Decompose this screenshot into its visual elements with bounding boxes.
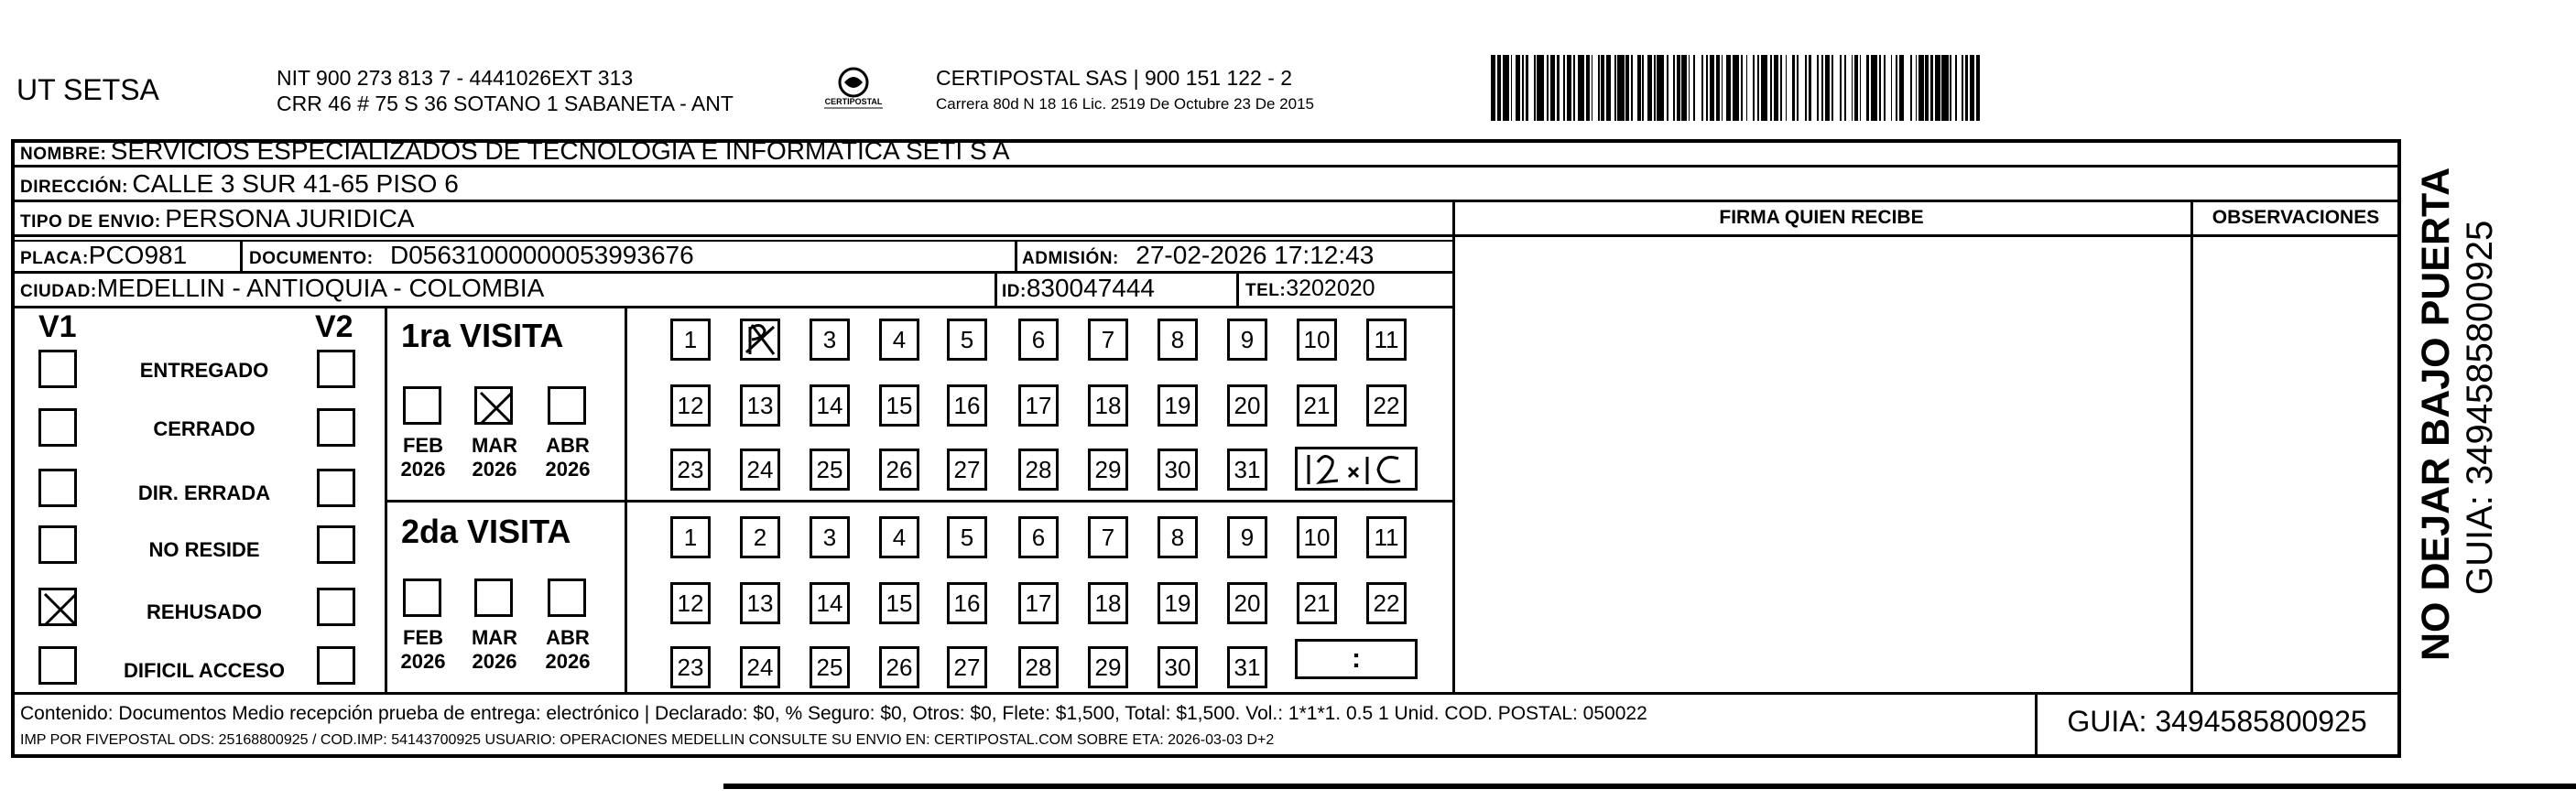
second-visit-day-26[interactable]: 26 (879, 646, 919, 688)
tipo-envio-label: TIPO DE ENVIO: (20, 212, 161, 232)
second-visit-day-6[interactable]: 6 (1018, 516, 1059, 558)
first-visit-day-22[interactable]: 22 (1366, 384, 1407, 427)
nombre-label: NOMBRE: (20, 145, 107, 164)
second-visit-day-7[interactable]: 7 (1088, 516, 1128, 558)
second-visit-day-31[interactable]: 31 (1227, 646, 1267, 688)
certipostal-logo (817, 64, 890, 115)
first-visit-day-3[interactable]: 3 (810, 319, 850, 361)
observaciones-label: OBSERVACIONES (2212, 207, 2380, 228)
second-visit-day-15[interactable]: 15 (879, 582, 919, 624)
address-line: CRR 46 # 75 S 36 SOTANO 1 SABANETA - ANT (277, 92, 734, 115)
second-visit-time-box[interactable] (1295, 639, 1418, 679)
first-visit-day-31[interactable]: 31 (1227, 449, 1267, 491)
nombre-value: SERVICIOS ESPECIALIZADOS DE TECNOLOGIA E INFORMATICA SETI S A (110, 136, 1010, 165)
second-visit-day-17[interactable]: 17 (1018, 582, 1059, 624)
barcode (1491, 55, 2220, 121)
first-visit-day-7[interactable]: 7 (1088, 319, 1128, 361)
month-name: MAR (471, 626, 518, 649)
placa-value: PCO981 (88, 241, 188, 269)
second-visit-month-checkbox[interactable] (403, 578, 441, 617)
second-visit-day-27[interactable]: 27 (947, 646, 987, 688)
first-visit-day-30[interactable]: 30 (1158, 449, 1198, 491)
first-visit-day-20[interactable]: 20 (1227, 384, 1267, 427)
second-visit-day-3[interactable]: 3 (810, 516, 850, 558)
first-visit-month-checkbox[interactable] (474, 386, 513, 425)
second-visit-day-2[interactable]: 2 (740, 516, 780, 558)
footer-line1: Contenido: Documentos Medio recepción prueba de entrega: electrónico | Declarado: $0, % Seguro: $0, Otros: $0, Flete: $1,500, Total: $1,500. Vol.: 1*1*1. 0.5 1 Unid. COD. POSTAL: 050022 (20, 703, 1647, 724)
id-value: 830047444 (1026, 274, 1155, 302)
first-visit-day-13[interactable]: 13 (740, 384, 780, 427)
first-visit-day-24[interactable]: 24 (740, 449, 780, 491)
first-visit-day-18[interactable]: 18 (1088, 384, 1128, 427)
second-visit-title: 2da VISITA (401, 513, 571, 550)
first-visit-title: 1ra VISITA (401, 317, 564, 354)
second-visit-day-25[interactable]: 25 (810, 646, 850, 688)
first-visit-day-14[interactable]: 14 (810, 384, 850, 427)
id-label: ID: (1002, 282, 1027, 301)
status-label: DIR. ERRADA (137, 481, 271, 504)
first-visit-day-28[interactable]: 28 (1018, 449, 1059, 491)
status-label: DIFICIL ACCESO (123, 659, 285, 682)
first-visit-month-checkbox[interactable] (548, 386, 586, 425)
first-visit-month-label (396, 434, 451, 481)
v2-checkbox[interactable] (317, 525, 355, 564)
certipostal-line1: CERTIPOSTAL SAS | 900 151 122 - 2 (936, 66, 1293, 90)
first-visit-day-2[interactable] (740, 319, 780, 361)
v2-checkbox[interactable] (317, 646, 355, 685)
v2-checkbox[interactable] (317, 408, 355, 447)
month-year: 2026 (472, 458, 517, 481)
logo-text: CERTIPOSTAL (824, 97, 883, 106)
second-visit-day-16[interactable]: 16 (947, 582, 987, 624)
admision-label: ADMISIÓN: (1022, 249, 1119, 268)
no-dejar-bajo-puerta: NO DEJAR BAJO PUERTA (2414, 167, 2458, 661)
tel-value: 3202020 (1286, 276, 1375, 301)
bottom-strip (723, 784, 2576, 789)
ciudad-value: MEDELLIN - ANTIOQUIA - COLOMBIA (96, 274, 545, 302)
documento-value: D05631000000053993676 (390, 241, 694, 269)
first-visit-day-29[interactable]: 29 (1088, 449, 1128, 491)
second-visit-day-12[interactable]: 12 (670, 582, 711, 624)
second-visit-day-4[interactable]: 4 (879, 516, 919, 558)
ciudad-label: CIUDAD: (20, 282, 97, 301)
month-name: ABR (546, 434, 590, 457)
first-visit-day-4[interactable]: 4 (879, 319, 919, 361)
month-name: ABR (546, 626, 590, 649)
first-visit-day-10[interactable]: 10 (1297, 319, 1337, 361)
first-visit-day-17[interactable]: 17 (1018, 384, 1059, 427)
v2-checkbox[interactable] (317, 350, 355, 388)
month-year: 2026 (400, 458, 446, 481)
company-name: UT SETSA (16, 73, 159, 106)
first-visit-day-23[interactable]: 23 (670, 449, 711, 491)
status-label: REHUSADO (147, 600, 262, 623)
v1-checkbox[interactable] (38, 588, 77, 626)
footer-guia: GUIA: 3494585800925 (2067, 705, 2367, 738)
second-visit-month-label (540, 626, 595, 674)
month-name: FEB (403, 626, 443, 649)
status-label: ENTREGADO (139, 359, 269, 382)
v2-checkbox[interactable] (317, 469, 355, 507)
v1-checkbox[interactable] (38, 469, 77, 507)
second-visit-day-13[interactable]: 13 (740, 582, 780, 624)
second-visit-day-1[interactable]: 1 (670, 516, 711, 558)
handwritten-time (1298, 449, 1417, 490)
second-visit-month-label (467, 626, 522, 674)
first-visit-day-1[interactable]: 1 (670, 319, 711, 361)
second-visit-day-11[interactable]: 11 (1366, 516, 1407, 558)
first-visit-day-5[interactable]: 5 (947, 319, 987, 361)
second-visit-day-9[interactable]: 9 (1227, 516, 1267, 558)
first-visit-day-11[interactable]: 11 (1366, 319, 1407, 361)
v1-label: V1 (38, 309, 77, 344)
v1-checkbox[interactable] (38, 408, 77, 447)
firma-label: FIRMA QUIEN RECIBE (1719, 207, 1924, 228)
second-visit-month-checkbox[interactable] (474, 578, 513, 617)
month-year: 2026 (472, 650, 517, 673)
first-visit-day-19[interactable]: 19 (1158, 384, 1198, 427)
first-visit-day-6[interactable]: 6 (1018, 319, 1059, 361)
second-visit-day-29[interactable]: 29 (1088, 646, 1128, 688)
first-visit-day-26[interactable]: 26 (879, 449, 919, 491)
month-name: FEB (403, 434, 443, 457)
status-label: NO RESIDE (148, 538, 260, 561)
first-visit-day-9[interactable]: 9 (1227, 319, 1267, 361)
month-year: 2026 (400, 650, 446, 673)
first-visit-day-21[interactable]: 21 (1297, 384, 1337, 427)
v1-checkbox[interactable] (38, 525, 77, 564)
month-year: 2026 (545, 458, 591, 481)
second-visit-day-19[interactable]: 19 (1158, 582, 1198, 624)
second-visit-day-28[interactable]: 28 (1018, 646, 1059, 688)
second-visit-day-22[interactable]: 22 (1366, 582, 1407, 624)
first-visit-day-8[interactable]: 8 (1158, 319, 1198, 361)
certipostal-line2: Carrera 80d N 18 16 Lic. 2519 De Octubre 23 De 2015 (936, 95, 1314, 113)
month-year: 2026 (545, 650, 591, 673)
second-visit-time: : (1352, 643, 1361, 674)
second-visit-month-label (396, 626, 451, 674)
v2-label: V2 (315, 309, 353, 344)
second-visit-day-20[interactable]: 20 (1227, 582, 1267, 624)
first-visit-month-label (467, 434, 522, 481)
placa-label: PLACA: (20, 249, 89, 268)
admision-value: 27-02-2026 17:12:43 (1136, 241, 1375, 269)
documento-label: DOCUMENTO: (249, 249, 374, 268)
nit-line: NIT 900 273 813 7 - 4441026EXT 313 (277, 66, 634, 90)
month-name: MAR (471, 434, 518, 457)
second-visit-day-14[interactable]: 14 (810, 582, 850, 624)
second-visit-day-23[interactable]: 23 (670, 646, 711, 688)
second-visit-day-10[interactable]: 10 (1297, 516, 1337, 558)
second-visit-month-checkbox[interactable] (548, 578, 586, 617)
v1-checkbox[interactable] (38, 350, 77, 388)
first-visit-day-16[interactable]: 16 (947, 384, 987, 427)
second-visit-day-8[interactable]: 8 (1158, 516, 1198, 558)
v2-checkbox[interactable] (317, 588, 355, 626)
tipo-envio-value: PERSONA JURIDICA (165, 204, 415, 232)
status-label: CERRADO (153, 417, 255, 440)
second-visit-day-21[interactable]: 21 (1297, 582, 1337, 624)
second-visit-day-5[interactable]: 5 (947, 516, 987, 558)
second-visit-day-30[interactable]: 30 (1158, 646, 1198, 688)
tel-label: TEL: (1245, 281, 1287, 300)
first-visit-day-27[interactable]: 27 (947, 449, 987, 491)
v1-checkbox[interactable] (38, 646, 77, 685)
first-visit-month-checkbox[interactable] (403, 386, 441, 425)
second-visit-day-24[interactable]: 24 (740, 646, 780, 688)
first-visit-day-15[interactable]: 15 (879, 384, 919, 427)
first-visit-day-25[interactable]: 25 (810, 449, 850, 491)
first-visit-time-box[interactable] (1295, 447, 1418, 491)
first-visit-day-12[interactable]: 12 (670, 384, 711, 427)
direccion-label: DIRECCIÓN: (20, 178, 128, 197)
footer-line2: IMP POR FIVEPOSTAL ODS: 25168800925 / COD.IMP: 54143700925 USUARIO: OPERACIONES MEDELLIN CONSULTE SU ENVIO EN: CERTIPOSTAL.COM SOBRE ETA: 2026-03-03 D+2 (20, 732, 1275, 748)
side-guia: GUIA: 3494585800925 (2460, 220, 2500, 595)
first-visit-month-label (540, 434, 595, 481)
direccion-value: CALLE 3 SUR 41-65 PISO 6 (132, 169, 459, 198)
second-visit-day-18[interactable]: 18 (1088, 582, 1128, 624)
